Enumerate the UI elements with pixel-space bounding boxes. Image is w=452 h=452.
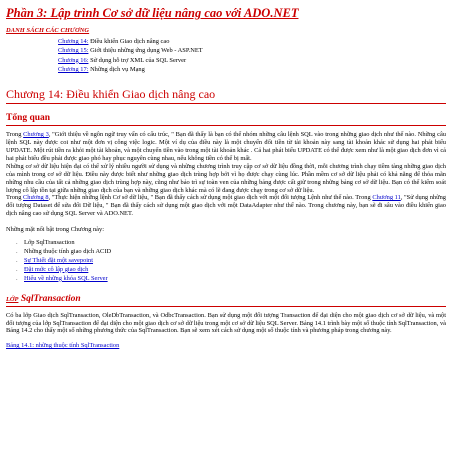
link-isolation[interactable]: Đặt mức cô lập giao dịch (24, 265, 89, 273)
list-item[interactable]: . Đặt mức cô lập giao dịch (16, 265, 89, 273)
highlights-list (16, 239, 446, 284)
chapter-title: Chương 14: Điều khiển Giao dịch nâng cao (6, 87, 446, 104)
link-chapter-3[interactable]: Chương 3 (23, 131, 49, 139)
list-item[interactable]: . Hiểu về những khóa SQL Server (16, 274, 108, 282)
overview-heading: Tổng quan (6, 113, 446, 126)
paragraph-3: Trong Chương 8, "Thực hiện những lệnh Cơ sở dữ liệu, " Bạn đã thấy cách sử dụng một giao dịch với một đối tượng Lệnh như thế nào. Trong Chương 11, "Sử dụng những đối tượng Dataset để sửa đổi Dữ liệu, " Bạn đã thấy cách sử dụng một giao dịch với một DataAdapter như thế nào. Trong chương này, bạn sẽ đi sâu vào điều khiển giao dịch nâng cao sử dụng SQL Server và ADO.NET. (6, 194, 446, 218)
part-title: Phần 3: Lập trình Cơ sở dữ liệu nâng cao với ADO.NET (6, 6, 299, 20)
toc-item: Chương 16: Sử dụng hỗ trợ XML của SQL Server (58, 56, 187, 64)
highlights-intro: Những mặt nổi bật trong Chương này: (6, 226, 104, 234)
toc-link-ch16[interactable]: Chương 16: (58, 56, 89, 64)
link-savepoint[interactable]: Sự Thiết đặt một savepoint (24, 256, 94, 264)
list-item[interactable]: . Sự Thiết đặt một savepoint (16, 256, 94, 264)
class-heading: LỚP SqlTransaction (6, 294, 446, 307)
table-caption (6, 342, 446, 349)
chapter-list (58, 37, 446, 74)
paragraph-4: Có ba lớp Giao dịch SqlTransaction, OleDbTransaction, và OdbcTransaction. Bạn sử dụng một đối tượng Transaction để đại diện cho một giao dịch cơ sở dữ liệu, và một đối tượng của lớp SqlTransaction để đại diện cho một giao dịch cơ sở dữ liệu trong một cơ sở dữ liệu SQL Server. Bảng 14.1 trình bày một số thuộc tính SqlTransaction, và Bảng 14.2 cho thấy một số những phương thức của SqlTransaction. Bạn sẽ xem xét cách sử dụng một số thuộc tính và phương pháp trong chương này. (6, 311, 446, 335)
toc-link-ch17[interactable]: Chương 17: (58, 65, 89, 73)
toc-link-ch14[interactable]: Chương 14: (58, 38, 89, 45)
link-table-14-1[interactable]: Bảng 14.1: những thuộc tính SqlTransaction (6, 342, 120, 350)
toc-item: Chương 15: Giới thiệu những ứng dụng Web - ASP.NET (58, 47, 203, 55)
paragraph-2: Những cơ sở dữ liệu hiện đại có thể xử lý nhiều người sử dụng và những chương trình truy cập cơ sở dữ liệu đồng thời, mỗi chương trình chạy tiềm tàng những giao dịch của mình trong cơ sở dữ liệu. Điều này được biết như những giao dịch trùng hợp bởi vì họ được chạy cùng lúc. Phần mềm cơ sở dữ liệu phải có khả năng để thỏa mãn những nhu cầu của tất cả những giao dịch trùng hợp này, cũng như bảo trì sự toàn ven của những bảng được cất giữ trong những bảng cơ sở dữ liệu. Bạn có thể kiểm soát lượng cô lập tồn tại giữa những giao dịch của bạn và những giao dịch khác mà có lẽ đang được chạy trong cơ sở dữ liệu. (6, 162, 446, 194)
toc-title: DANH SÁCH CÁC CHƯƠNG (6, 27, 90, 34)
link-chapter-11[interactable]: Chương 11 (372, 194, 401, 202)
link-locks[interactable]: Hiểu về những khóa SQL Server (24, 274, 108, 282)
toc-item: Chương 14: Điều khiển Giao dịch nâng cao (58, 38, 170, 45)
paragraph-1: Trong Chương 3, "Giới thiệu về ngôn ngữ truy vấn có cấu trúc, " Bạn đã thấy là bạn có thể nhóm những câu lệnh SQL vào trong những giao dịch như thế nào. Những câu lệnh SQL này được coi như một đơn vị công việc logic. Một ví dụ của điều này là một chuyển đổi tiền từ tài khoản này sang tài khoản khác sử dụng hai phát biểu UPDATE. Một rút tiền ra khỏi một tài khoản, và một chuyển tiền vào trong một tài khoản khác . Cả hai phát biểu UPDATE có thể được xem như là một giao dịch đơn vì cả hai phát biểu đều phải được giao phó hay phục nguyên cùng nhau, nếu không tiền có thể bị mất. (6, 131, 446, 162)
link-chapter-8[interactable]: Chương 8 (23, 194, 49, 202)
list-item: . Lớp SqlTransaction (16, 239, 75, 247)
toc-link-ch15[interactable]: Chương 15: (58, 47, 89, 55)
toc-item: Chương 17: Những dịch vụ Mạng (58, 65, 145, 73)
list-item: . Những thuộc tính giao dịch ACID (16, 247, 112, 255)
